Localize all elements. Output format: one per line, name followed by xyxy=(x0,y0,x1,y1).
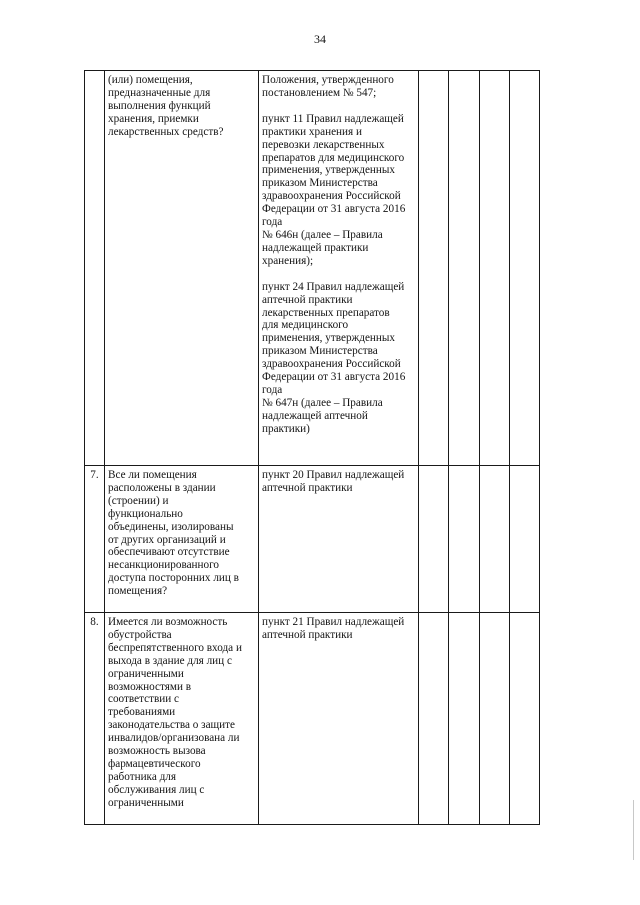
requirement-line: лекарственных препаратов xyxy=(262,306,390,319)
requirement-line: постановлением № 547; xyxy=(262,86,377,99)
question-line: объединены, изолированы xyxy=(108,520,234,533)
answer-cell xyxy=(419,466,449,613)
table-row xyxy=(85,71,540,466)
table-row xyxy=(85,613,540,825)
requirement-line: пункт 21 Правил надлежащей xyxy=(262,616,405,628)
answer-cell xyxy=(480,71,510,466)
requirement-line: применения, утвержденных xyxy=(262,332,396,345)
item-number: 7. xyxy=(85,466,105,613)
question-line: помещения? xyxy=(108,585,168,598)
requirement-line: практики хранения и xyxy=(262,125,362,138)
requirement-line: препаратов для медицинского xyxy=(262,151,405,164)
answer-cell xyxy=(449,71,480,466)
question-line: работника для xyxy=(108,770,177,783)
requirement-line: пункт 20 Правил надлежащей xyxy=(262,469,405,481)
question-line: предназначенные для xyxy=(108,86,211,99)
requirement-line: Федерации от 31 августа 2016 xyxy=(262,203,406,216)
scan-edge-mark xyxy=(633,800,634,860)
question-cell xyxy=(105,71,259,466)
answer-cell xyxy=(510,613,540,825)
answer-cell xyxy=(449,613,480,825)
question-line: функционально xyxy=(108,507,183,520)
question-line: ограниченными xyxy=(108,796,184,809)
requirement-line: № 647н (далее – Правила xyxy=(262,396,383,409)
requirement-line: надлежащей практики xyxy=(262,241,369,254)
checklist-table xyxy=(84,70,540,825)
requirement-line: пункт 11 Правил надлежащей xyxy=(262,112,404,125)
question-line: лекарственных средств? xyxy=(108,125,224,138)
answer-cell xyxy=(419,71,449,466)
requirement-line: применения, утвержденных xyxy=(262,164,396,177)
question-line: соответствии с xyxy=(108,693,179,706)
question-line: законодательства о защите xyxy=(108,719,235,732)
question-line: выхода в здание для лиц с xyxy=(108,654,232,667)
requirement-line: аптечной практики xyxy=(262,293,353,306)
question-line: Все ли помещения xyxy=(108,469,197,481)
answer-cell xyxy=(510,466,540,613)
requirement-line: аптечной практики xyxy=(262,628,353,641)
requirement-line: приказом Министерства xyxy=(262,345,378,358)
question-line: требованиями xyxy=(108,706,176,719)
requirement-line: для медицинского xyxy=(262,319,349,332)
question-line: ограниченными xyxy=(108,667,184,680)
requirement-line: приказом Министерства xyxy=(262,177,378,190)
question-line: выполнения функций xyxy=(108,99,211,112)
question-line: хранения, приемки xyxy=(108,112,199,125)
requirement-line: хранения); xyxy=(262,254,314,267)
item-number xyxy=(85,71,105,466)
answer-cell xyxy=(480,613,510,825)
question-line: обустройства xyxy=(108,628,172,641)
question-line: возможность вызова xyxy=(108,745,206,758)
requirement-line xyxy=(262,268,415,281)
answer-cell xyxy=(480,466,510,613)
question-line: расположены в здании xyxy=(108,481,216,494)
requirement-line: аптечной практики xyxy=(262,481,353,494)
page-number: 34 xyxy=(314,32,326,46)
answer-cell xyxy=(510,71,540,466)
question-line: фармацевтического xyxy=(108,757,201,770)
requirement-line: Положения, утвержденного xyxy=(262,74,394,86)
requirement-line: года xyxy=(262,216,283,229)
question-line: (или) помещения, xyxy=(108,74,193,86)
question-cell xyxy=(105,613,259,825)
question-line: инвалидов/организована ли xyxy=(108,732,240,745)
requirement-line: здравоохранения Российской xyxy=(262,190,401,203)
question-line: Имеется ли возможность xyxy=(108,616,228,628)
requirement-line: пункт 24 Правил надлежащей xyxy=(262,280,405,293)
requirement-line: практики) xyxy=(262,422,310,435)
requirement-line: перевозки лекарственных xyxy=(262,138,385,151)
item-number: 8. xyxy=(85,613,105,825)
question-cell xyxy=(105,466,259,613)
question-line: несанкционированного xyxy=(108,559,220,572)
question-line: беспрепятственного входа и xyxy=(108,641,242,654)
requirement-line: года xyxy=(262,383,283,396)
requirements-cell xyxy=(259,466,419,613)
question-line: доступа посторонних лиц в xyxy=(108,572,239,585)
question-line: обеспечивают отсутствие xyxy=(108,546,230,559)
requirements-cell xyxy=(259,71,419,466)
question-line: обслуживания лиц с xyxy=(108,783,205,796)
requirement-line: Федерации от 31 августа 2016 xyxy=(262,371,406,384)
requirements-cell xyxy=(259,613,419,825)
requirement-line: надлежащей аптечной xyxy=(262,409,368,422)
question-line: возможностями в xyxy=(108,680,192,693)
answer-cell xyxy=(449,466,480,613)
question-line: (строении) и xyxy=(108,494,169,507)
requirement-line: № 646н (далее – Правила xyxy=(262,228,383,241)
question-line: от других организаций и xyxy=(108,533,226,546)
table-row xyxy=(85,466,540,613)
answer-cell xyxy=(419,613,449,825)
requirement-line: здравоохранения Российской xyxy=(262,358,401,371)
requirement-line xyxy=(262,100,415,113)
